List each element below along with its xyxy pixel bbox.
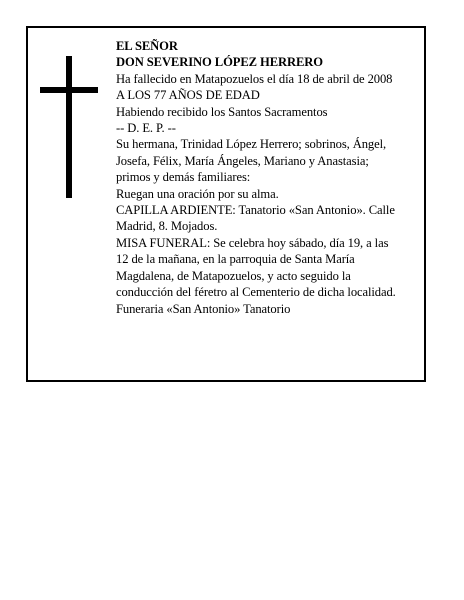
cross-horizontal-bar <box>40 87 98 93</box>
obituary-text <box>116 38 428 317</box>
mass-paragraph <box>116 235 428 301</box>
prayer-line: Ruegan una oración por su alma. <box>116 186 279 201</box>
family-line: primos y demás familiares: <box>116 170 251 185</box>
cross-vertical-bar <box>66 56 72 198</box>
chapel-line: Madrid, 8. Mojados. <box>116 219 218 234</box>
chapel-line: CAPILLA ARDIENTE: Tanatorio «San Antonio». Calle <box>116 203 395 218</box>
dep-line: -- D. E. P. -- <box>116 121 176 136</box>
age-line: A LOS 77 AÑOS DE EDAD <box>116 88 260 103</box>
obituary-title-line1: EL SEÑOR <box>116 39 178 53</box>
chapel-paragraph <box>116 202 428 235</box>
family-line: Su hermana, Trinidad López Herrero; sobrinos, Ángel, <box>116 137 387 152</box>
mass-line: MISA FUNERAL: Se celebra hoy sábado, día 19, a las <box>116 235 389 250</box>
mass-line: 12 de la mañana, en la parroquia de Santa María <box>116 252 355 267</box>
family-paragraph <box>116 136 428 185</box>
funeral-home-line: Funeraria «San Antonio» Tanatorio <box>116 301 291 316</box>
obituary-notice <box>26 26 426 382</box>
family-line: Josefa, Félix, María Ángeles, Mariano y Anastasia; <box>116 153 369 168</box>
sacraments-line: Habiendo recibido los Santos Sacramentos <box>116 104 328 119</box>
mass-line: Magdalena, de Matapozuelos, y acto seguido la <box>116 268 351 283</box>
cross-icon <box>40 56 98 198</box>
deceased-name: DON SEVERINO LÓPEZ HERRERO <box>116 55 323 70</box>
mass-line: conducción del féretro al Cementerio de dicha localidad. <box>116 285 396 300</box>
death-announcement: Ha fallecido en Matapozuelos el día 18 de abril de 2008 <box>116 71 393 86</box>
